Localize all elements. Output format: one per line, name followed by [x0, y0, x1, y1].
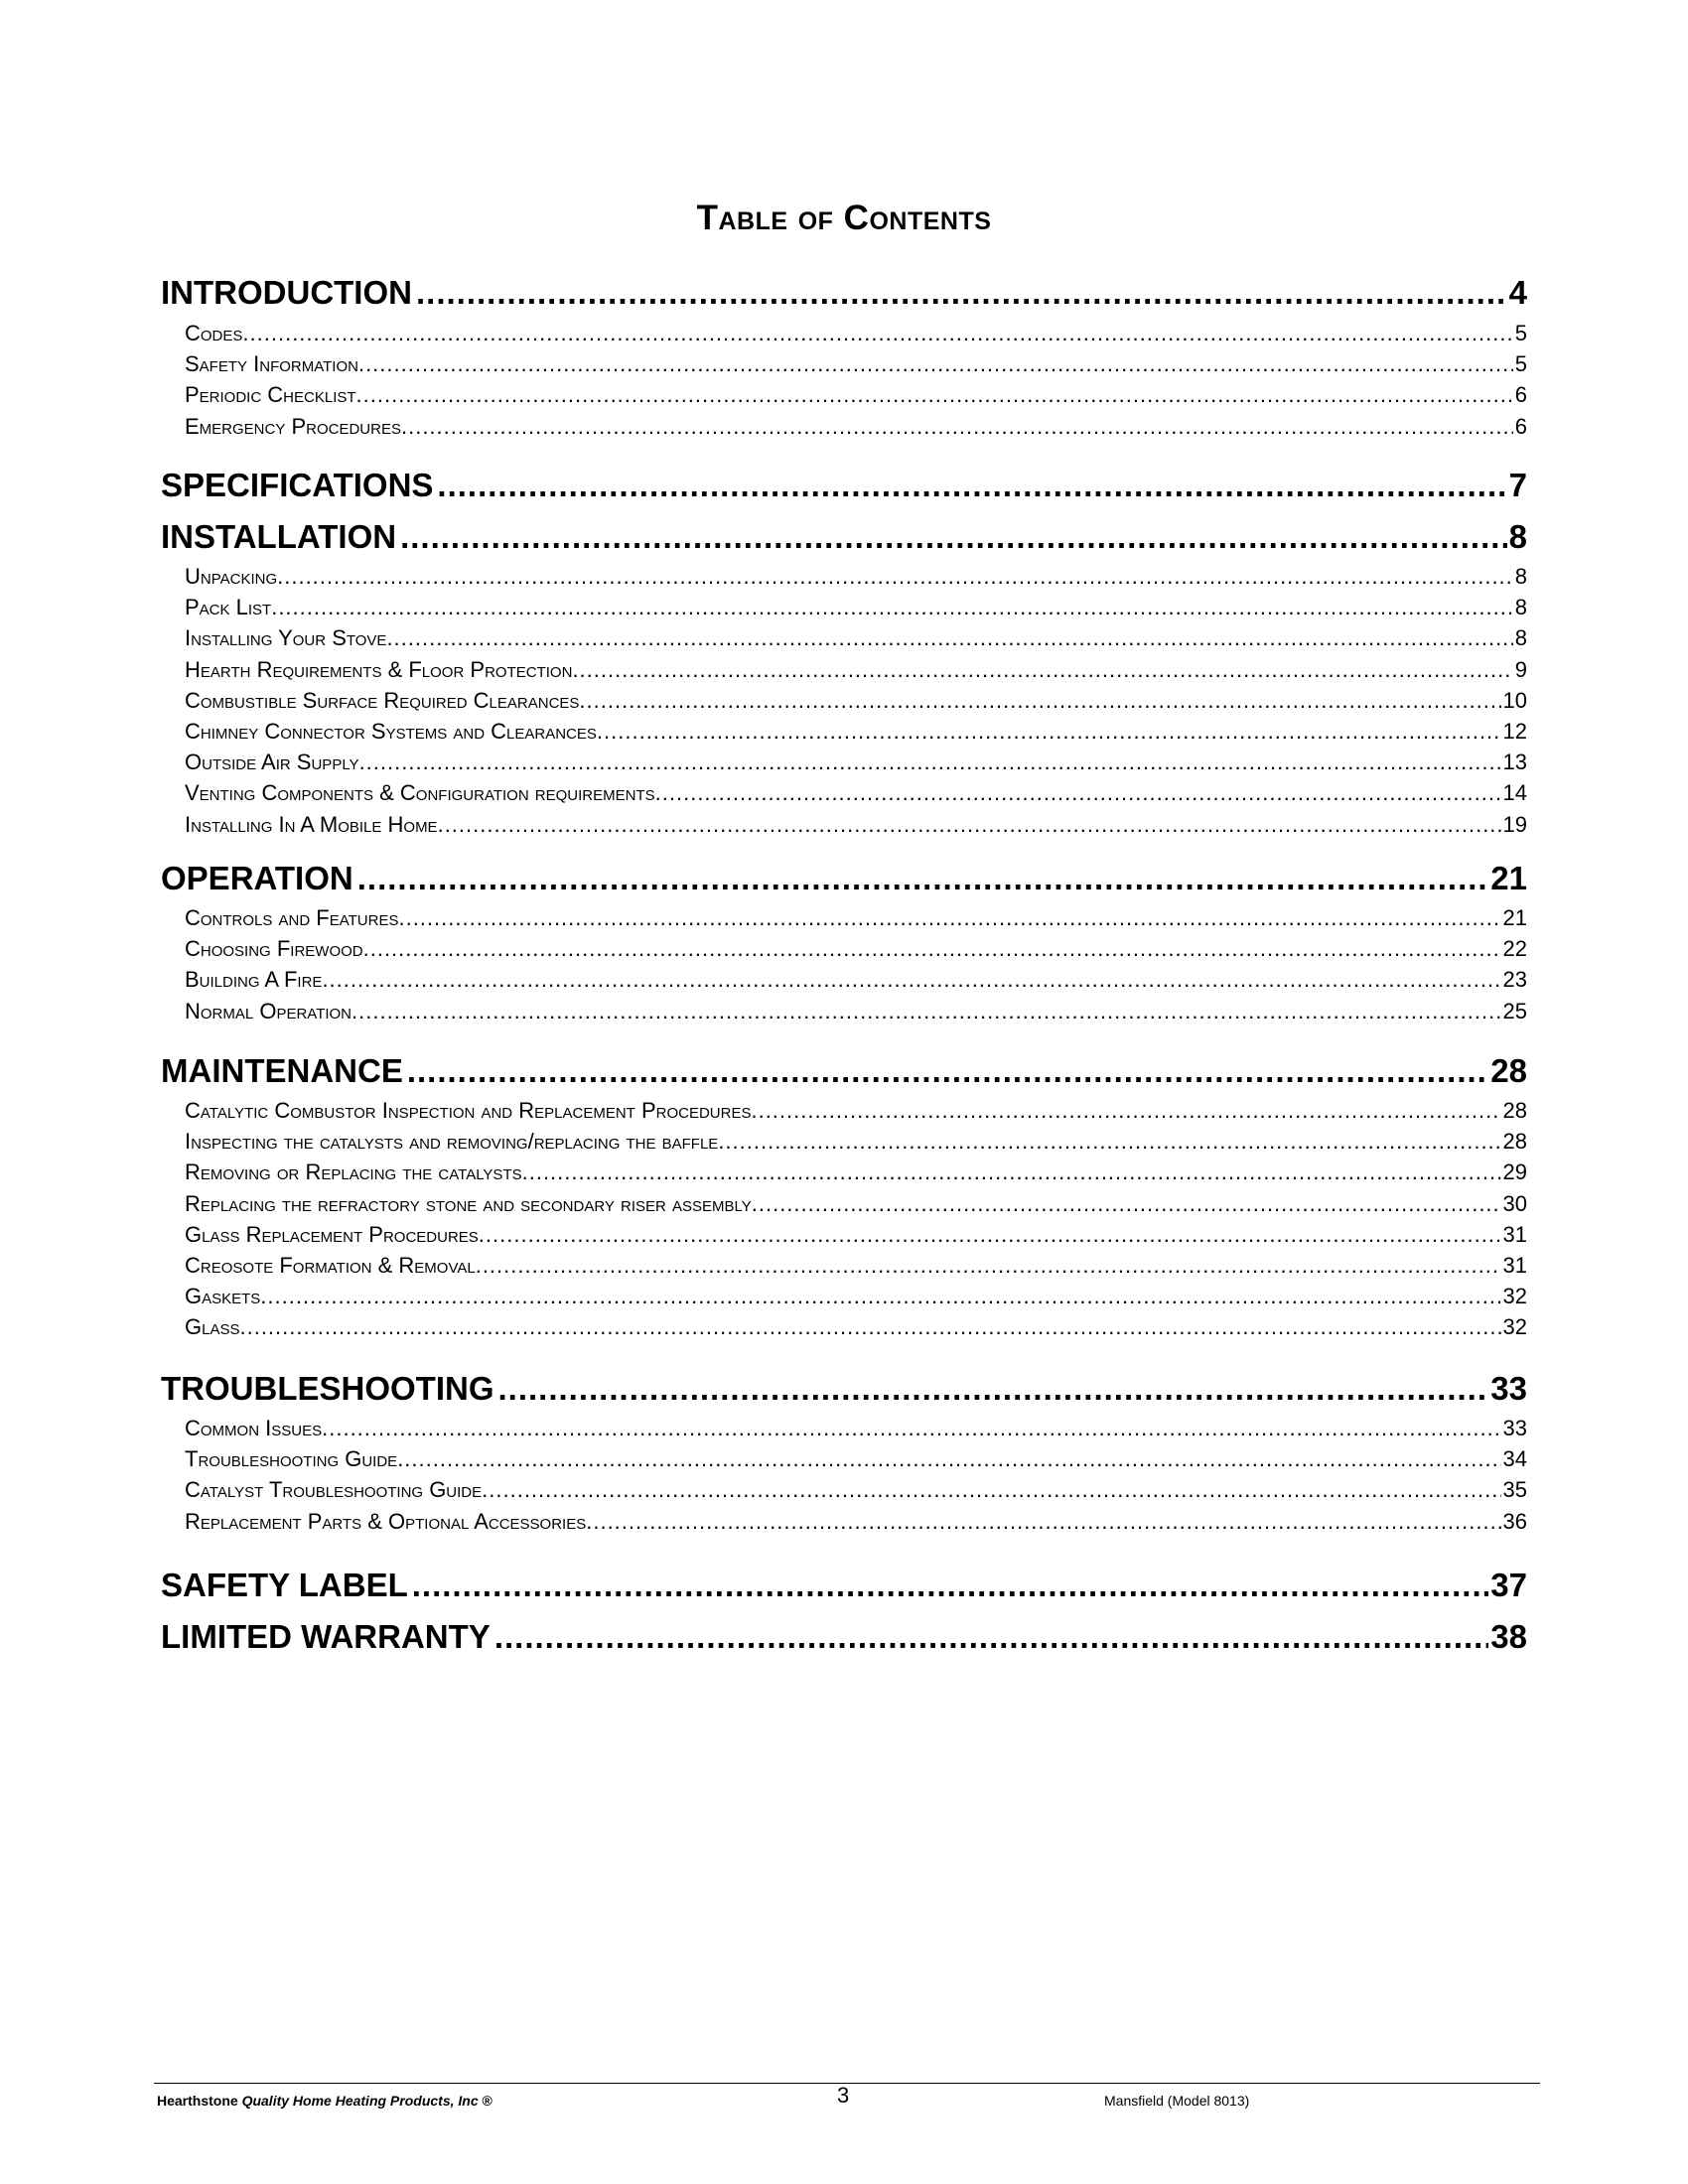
toc-entry-label: Hearth Requirements & Floor Protection — [185, 656, 573, 682]
footer-company-name: Hearthstone — [157, 2093, 238, 2109]
toc-subsection[interactable] — [185, 967, 1527, 997]
toc-subsection[interactable] — [185, 1416, 1527, 1445]
toc-entry-label: Common Issues — [185, 1416, 323, 1440]
toc-section[interactable] — [161, 467, 1527, 506]
toc-entry-label: Controls and Features — [185, 905, 399, 930]
dot-leader — [655, 780, 1501, 806]
dot-leader — [437, 467, 1506, 504]
dot-leader — [400, 518, 1507, 556]
toc-entry-page: 9 — [1514, 656, 1527, 682]
toc-entry-page: 12 — [1502, 719, 1527, 744]
toc-entry-label: Building A Fire — [185, 967, 323, 993]
toc-subsection[interactable] — [185, 564, 1527, 594]
toc-entry-label: SAFETY LABEL — [161, 1567, 408, 1603]
dot-leader — [498, 1370, 1489, 1408]
toc-entry-label: Installing In A Mobile Home — [185, 811, 438, 837]
toc-entry-label: Safety Information — [185, 351, 358, 377]
toc-subsection[interactable] — [185, 382, 1527, 412]
toc-subsection[interactable] — [185, 1098, 1527, 1128]
toc-subsection[interactable] — [185, 1129, 1527, 1159]
toc-subsection[interactable] — [185, 812, 1527, 842]
toc-entry-page: 8 — [1514, 564, 1527, 589]
footer-model: Mansfield (Model 8013) — [1104, 2093, 1250, 2109]
toc-entry-page: 4 — [1508, 274, 1527, 311]
dot-leader — [352, 999, 1500, 1024]
footer-registered-mark: ® — [482, 2093, 492, 2109]
footer-company — [157, 2093, 492, 2109]
toc-entry-label: Inspecting the catalysts and removing/replacing the baffle — [185, 1129, 719, 1155]
toc-subsection[interactable] — [185, 1446, 1527, 1476]
dot-leader — [359, 750, 1501, 775]
toc-section[interactable] — [161, 1567, 1527, 1606]
dot-leader — [718, 1129, 1500, 1155]
toc-entry-page: 7 — [1508, 467, 1527, 503]
dot-leader — [386, 625, 1512, 651]
toc-section[interactable] — [161, 274, 1527, 314]
toc-entry-label: MAINTENANCE — [161, 1052, 403, 1089]
toc-entry-page: 36 — [1502, 1508, 1527, 1534]
toc-entry-page: 31 — [1502, 1221, 1527, 1247]
dot-leader — [751, 1098, 1500, 1124]
toc-entry-page: 6 — [1514, 413, 1527, 439]
toc-subsection[interactable] — [185, 1191, 1527, 1221]
toc-entry-page: 21 — [1502, 905, 1527, 930]
toc-entry-label: OPERATION — [161, 860, 353, 896]
toc-entry-page: 28 — [1502, 1129, 1527, 1155]
dot-leader — [752, 1191, 1501, 1217]
toc-entry-page: 30 — [1502, 1190, 1527, 1216]
toc-subsection[interactable] — [185, 351, 1527, 381]
toc-subsection[interactable] — [185, 750, 1527, 779]
dot-leader — [356, 382, 1513, 408]
dot-leader — [579, 688, 1500, 714]
toc-subsection[interactable] — [185, 780, 1527, 810]
dot-leader — [407, 1052, 1488, 1090]
dot-leader — [358, 351, 1513, 377]
dot-leader — [482, 1477, 1500, 1503]
dot-leader — [397, 1446, 1500, 1472]
toc-entry-page: 38 — [1490, 1618, 1527, 1655]
toc-entry-label: Outside Air Supply — [185, 750, 359, 775]
toc-subsection[interactable] — [185, 414, 1527, 444]
dot-leader — [401, 414, 1513, 440]
toc-entry-page: 8 — [1514, 625, 1527, 651]
toc-entry-label: INTRODUCTION — [161, 274, 412, 311]
dot-leader — [260, 1284, 1500, 1309]
toc-subsection[interactable] — [185, 1160, 1527, 1189]
toc-entry-page: 19 — [1502, 811, 1527, 837]
toc-subsection[interactable] — [185, 1253, 1527, 1283]
toc-section[interactable] — [161, 518, 1527, 558]
toc-entry-label: Normal Operation — [185, 998, 352, 1024]
toc-subsection[interactable] — [185, 936, 1527, 966]
toc-entry-label: Emergency Procedures — [185, 413, 401, 439]
toc-subsection[interactable] — [185, 625, 1527, 655]
toc-entry-label: Troubleshooting Guide — [185, 1446, 398, 1472]
toc-entry-page: 13 — [1502, 750, 1527, 775]
toc-entry-page: 33 — [1502, 1416, 1527, 1440]
toc-entry-page: 10 — [1502, 687, 1527, 713]
page-title: Table of Contents — [696, 199, 992, 237]
toc-entry-label: SPECIFICATIONS — [161, 467, 434, 503]
dot-leader — [357, 860, 1489, 897]
toc-entry-label: LIMITED WARRANTY — [161, 1618, 491, 1655]
dot-leader — [363, 936, 1501, 962]
toc-subsection[interactable] — [185, 688, 1527, 718]
dot-leader — [438, 812, 1501, 838]
dot-leader — [398, 905, 1500, 931]
toc-section[interactable] — [161, 860, 1527, 899]
toc-entry-label: Replacing the refractory stone and secondary riser assembly — [185, 1190, 752, 1216]
dot-leader — [322, 967, 1500, 993]
toc-entry-page: 8 — [1508, 518, 1527, 555]
toc-entry-label: Periodic Checklist — [185, 382, 356, 408]
toc-entry-page: 22 — [1502, 936, 1527, 962]
dot-leader — [572, 657, 1512, 683]
toc-entry-label: Gaskets — [185, 1284, 261, 1309]
dot-leader — [322, 1416, 1500, 1441]
footer-page-number: 3 — [837, 2083, 850, 2108]
toc-entry-label: Glass — [185, 1314, 240, 1340]
toc-subsection[interactable] — [185, 1314, 1527, 1344]
toc-entry-page: 31 — [1502, 1253, 1527, 1278]
toc-subsection[interactable] — [185, 719, 1527, 749]
toc-entry-page: 5 — [1514, 351, 1527, 377]
toc-entry-page: 21 — [1490, 860, 1527, 896]
toc-entry-page: 23 — [1502, 967, 1527, 993]
toc-entry-label: Catalyst Troubleshooting Guide — [185, 1477, 483, 1503]
toc-entry-label: Choosing Firewood — [185, 936, 363, 962]
toc-entry-page: 35 — [1502, 1477, 1527, 1503]
toc-entry-label: Combustible Surface Required Clearances — [185, 687, 580, 713]
toc-entry-page: 32 — [1502, 1314, 1527, 1340]
toc-entry-label: Glass Replacement Procedures — [185, 1221, 479, 1247]
toc-subsection[interactable] — [185, 321, 1527, 350]
toc-entry-page: 5 — [1514, 321, 1527, 345]
toc-entry-page: 8 — [1514, 595, 1527, 620]
toc-entry-page: 37 — [1490, 1567, 1527, 1603]
toc-entry-page: 14 — [1502, 780, 1527, 806]
dot-leader — [239, 1314, 1500, 1340]
toc-subsection[interactable] — [185, 595, 1527, 624]
toc-subsection[interactable] — [185, 1284, 1527, 1313]
toc-entry-page: 34 — [1502, 1446, 1527, 1472]
toc-entry-label: Unpacking — [185, 564, 278, 589]
toc-section[interactable] — [161, 1052, 1527, 1092]
toc-entry-label: Codes — [185, 321, 243, 345]
toc-section[interactable] — [161, 1370, 1527, 1410]
toc-entry-page: 25 — [1502, 998, 1527, 1024]
dot-leader — [597, 719, 1501, 745]
dot-leader — [271, 595, 1513, 620]
toc-entry-page: 6 — [1514, 382, 1527, 408]
toc-entry-label: Catalytic Combustor Inspection and Replacement Procedures — [185, 1098, 752, 1123]
toc-subsection[interactable] — [185, 1509, 1527, 1539]
toc-entry-page: 28 — [1490, 1052, 1527, 1089]
toc-entry-label: Replacement Parts & Optional Accessories — [185, 1508, 587, 1534]
dot-leader — [277, 564, 1513, 590]
toc-entry-label: Removing or Replacing the catalysts — [185, 1160, 522, 1185]
toc-entry-page: 28 — [1502, 1098, 1527, 1123]
dot-leader — [412, 1567, 1489, 1604]
toc-entry-label: INSTALLATION — [161, 518, 397, 555]
toc-subsection[interactable] — [185, 1222, 1527, 1252]
toc-entry-page: 33 — [1490, 1370, 1527, 1407]
dot-leader — [479, 1222, 1501, 1248]
footer-tagline: Quality Home Heating Products, Inc — [241, 2093, 479, 2109]
dot-leader — [586, 1509, 1500, 1535]
dot-leader — [522, 1160, 1501, 1185]
toc-entry-label: TROUBLESHOOTING — [161, 1370, 494, 1407]
toc-subsection[interactable] — [185, 1477, 1527, 1507]
toc-entry-label: Pack List — [185, 595, 272, 620]
dot-leader — [476, 1253, 1501, 1279]
dot-leader — [494, 1618, 1488, 1656]
toc-subsection[interactable] — [185, 999, 1527, 1028]
toc-entry-label: Venting Components & Configuration requirements — [185, 780, 655, 806]
toc-entry-label: Installing Your Stove — [185, 625, 387, 651]
toc-entry-label: Chimney Connector Systems and Clearances — [185, 719, 597, 744]
toc-entry-label: Creosote Formation & Removal — [185, 1253, 476, 1278]
toc-subsection[interactable] — [185, 905, 1527, 935]
toc-subsection[interactable] — [185, 657, 1527, 687]
toc-section[interactable] — [161, 1618, 1527, 1658]
toc-entry-page: 29 — [1502, 1160, 1527, 1185]
dot-leader — [416, 274, 1507, 312]
dot-leader — [242, 321, 1512, 346]
toc-entry-page: 32 — [1502, 1284, 1527, 1309]
